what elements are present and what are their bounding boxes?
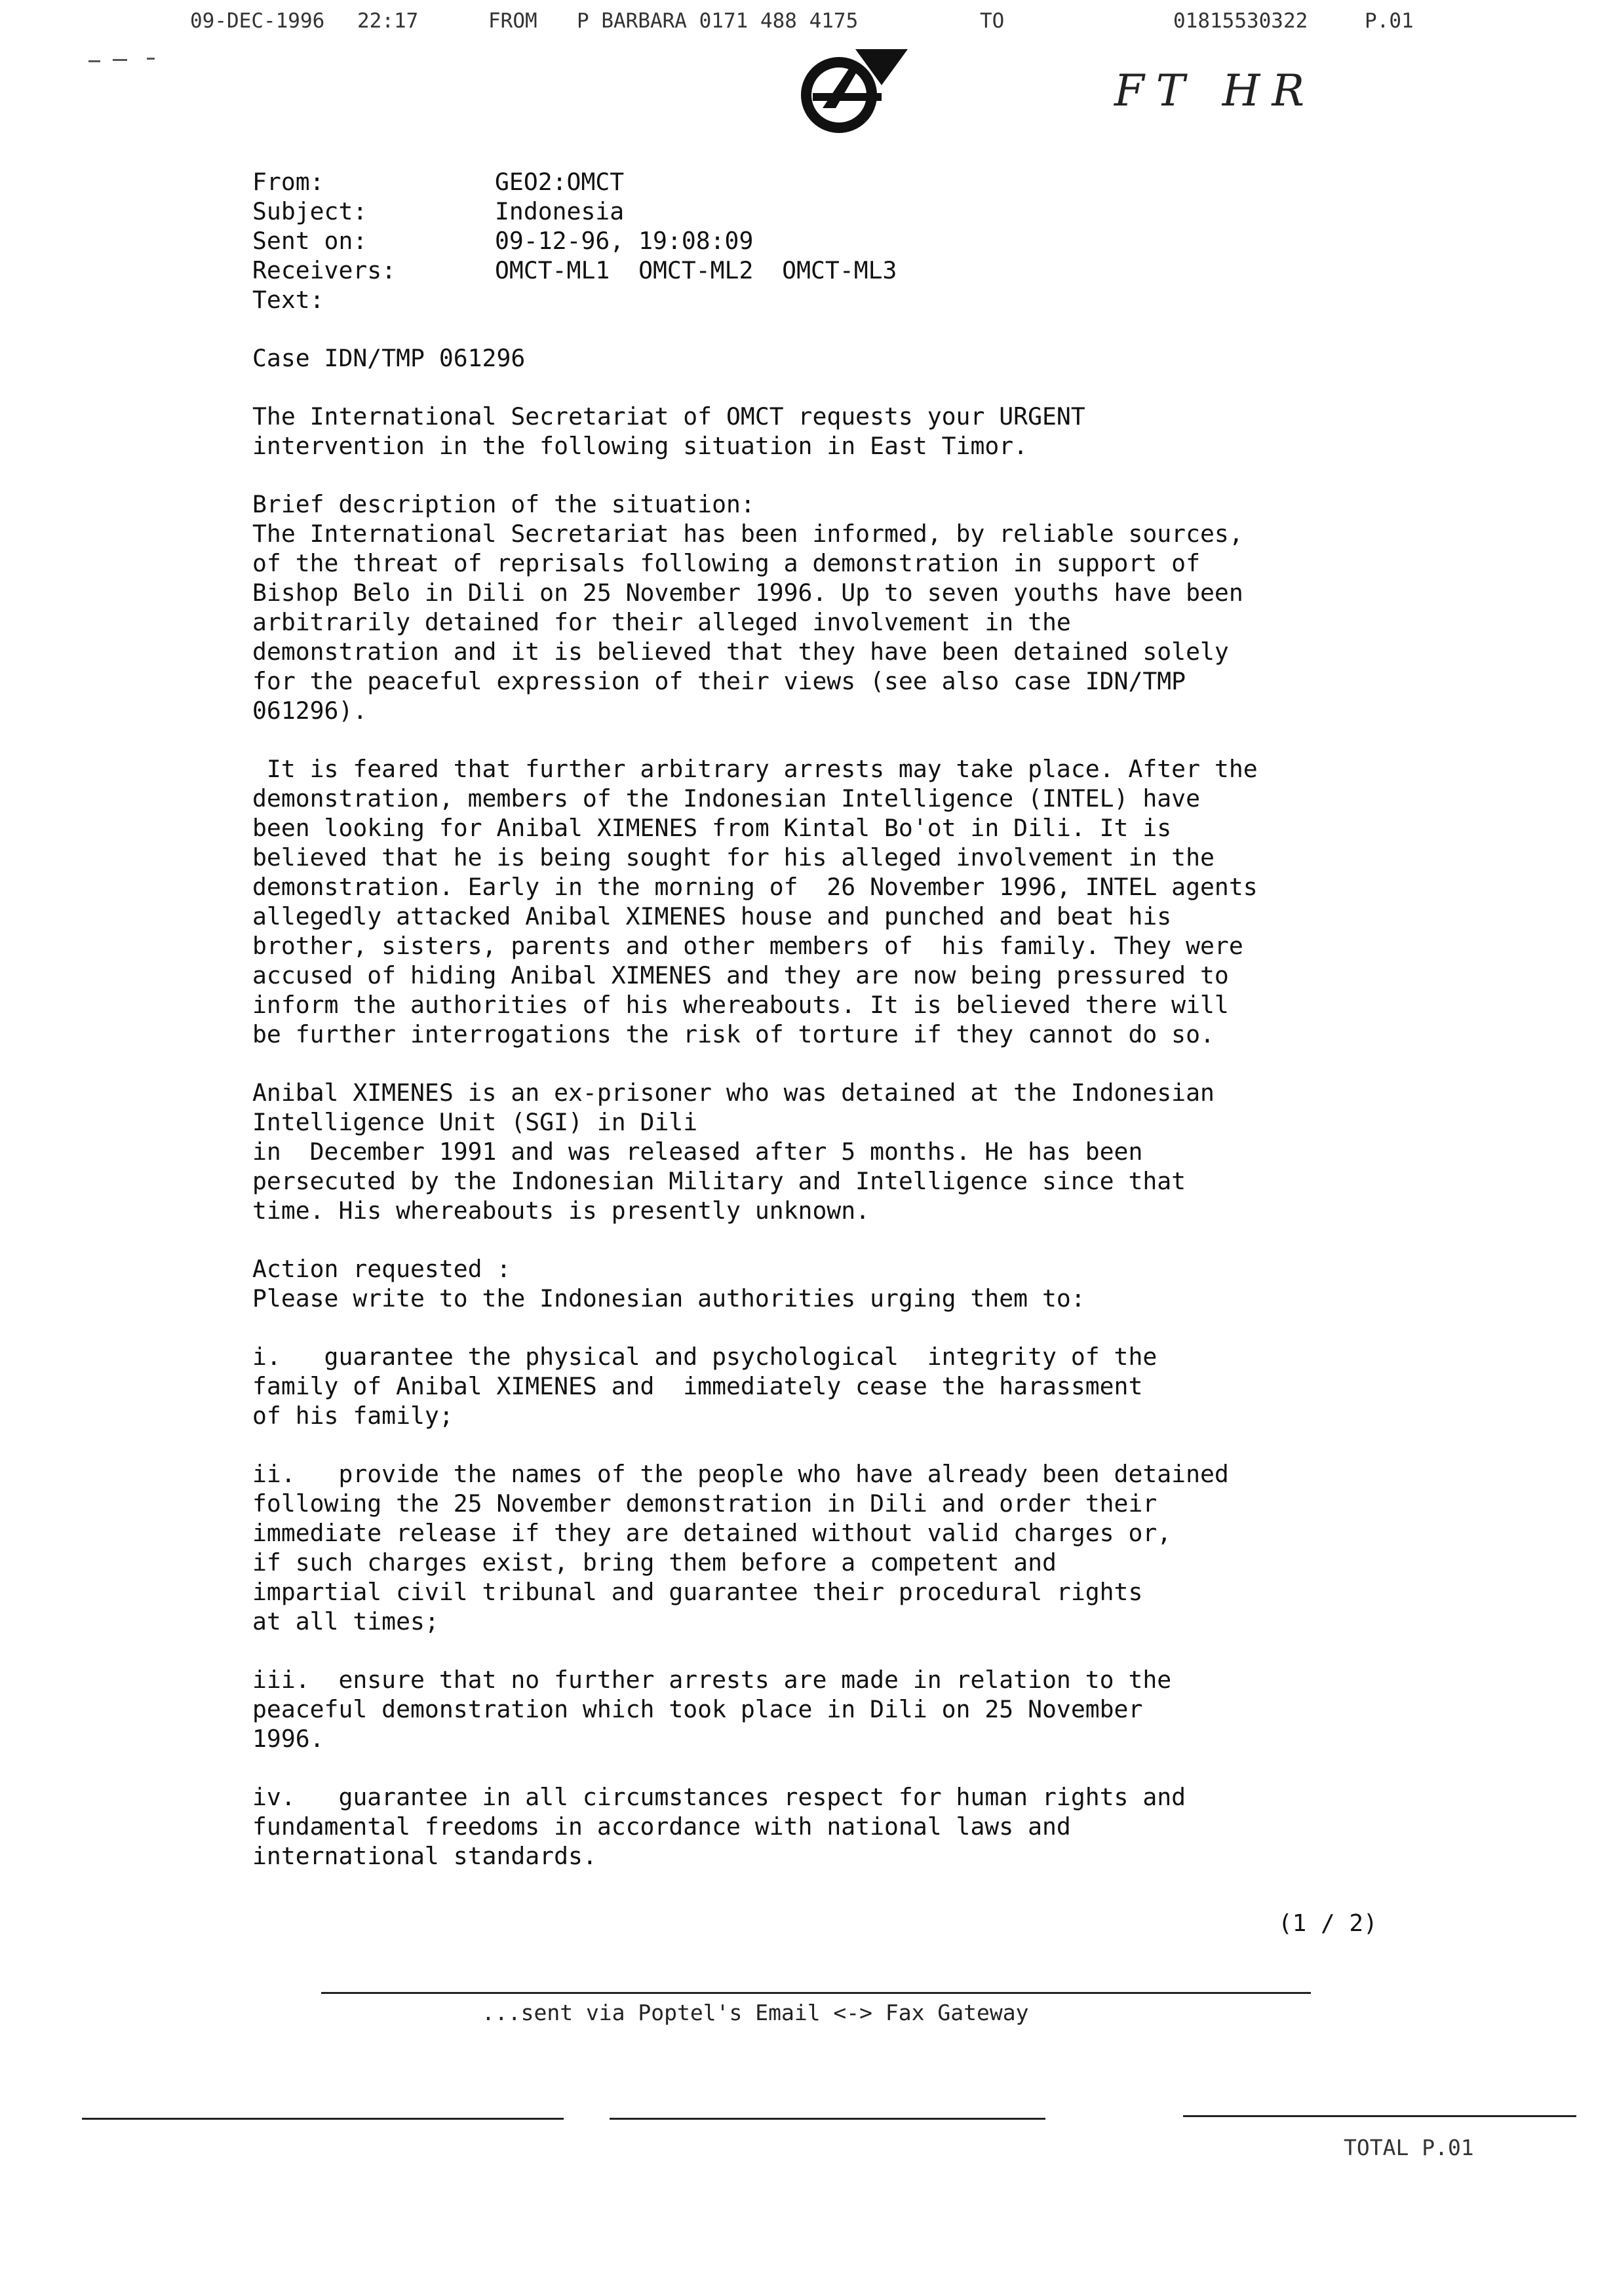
fax-from-label: FROM [488, 9, 537, 33]
total-pages: TOTAL P.01 [1344, 2135, 1474, 2160]
text-row [252, 285, 1367, 315]
gateway-footer: ...sent via Poptel's Email <-> Fax Gateway [482, 2000, 1029, 2025]
scan-speck [113, 59, 127, 61]
brief-line: demonstration and it is believed that they have been detained solely [252, 638, 1229, 666]
fax-page: P.01 [1365, 9, 1414, 33]
action-item-4 [252, 1782, 1367, 1871]
brief-line: of the threat of reprisals following a demonstration in support of [252, 549, 1200, 577]
fax-recipient-number: 01815530322 [1173, 9, 1308, 33]
subject-row [252, 197, 1367, 226]
feared-line: allegedly attacked Anibal XIMENES house and punched and beat his [252, 902, 1172, 930]
fax-to-label: TO [980, 9, 1005, 33]
feared-line: demonstration, members of the Indonesian Intelligence (INTEL) have [252, 784, 1200, 813]
brief-line: Bishop Belo in Dili on 25 November 1996. Up to seven youths have been [252, 579, 1243, 607]
sent-row [252, 226, 1367, 256]
feared-line: It is feared that further arbitrary arrests may take place. After the [252, 755, 1258, 783]
action-item-3 [252, 1665, 1367, 1753]
action-item-line: impartial civil tribunal and guarantee their procedural rights [252, 1578, 1143, 1606]
action-item-2 [252, 1459, 1367, 1636]
action-item-line: at all times; [252, 1607, 439, 1636]
action-item-line: of his family; [252, 1402, 454, 1430]
action-item-line: if such charges exist, bring them before a competent and [252, 1548, 1057, 1577]
brief-line: for the peaceful expression of their views (see also case IDN/TMP [252, 667, 1186, 695]
message-body [252, 167, 1367, 1871]
brief-heading: Brief description of the situation: [252, 490, 755, 518]
subject-label: Subject: [252, 197, 368, 225]
case-reference: Case IDN/TMP 061296 [252, 344, 526, 372]
fax-date: 09-DEC-1996 [190, 9, 325, 33]
action-item-line: ii. provide the names of the people who have already been detained [252, 1460, 1229, 1488]
anibal-line: Anibal XIMENES is an ex-prisoner who was detained at the Indonesian [252, 1079, 1215, 1107]
action-item-line: iii. ensure that no further arrests are made in relation to the [252, 1666, 1172, 1694]
action-item-1 [252, 1342, 1367, 1430]
anibal-line: persecuted by the Indonesian Military and Intelligence since that [252, 1167, 1186, 1195]
feared-line: accused of hiding Anibal XIMENES and they are now being pressured to [252, 961, 1229, 989]
feared-line: be further interrogations the risk of torture if they cannot do so. [252, 1020, 1215, 1048]
sent-label: Sent on: [252, 227, 368, 255]
scan-rule [610, 2118, 1045, 2120]
intro-line: The International Secretariat of OMCT requests your URGENT [252, 402, 1085, 430]
fax-header [0, 9, 1615, 41]
feared-line: brother, sisters, parents and other members of his family. They were [252, 932, 1243, 960]
from-value: GEO2:OMCT [495, 168, 625, 196]
from-row [252, 167, 1367, 197]
feared-line: been looking for Anibal XIMENES from Kintal Bo'ot in Dili. It is [252, 814, 1172, 842]
action-item-line: international standards. [252, 1842, 597, 1870]
fax-sender: P BARBARA 0171 488 4175 [577, 9, 859, 33]
action-item-line: peaceful demonstration which took place in Dili on 25 November [252, 1695, 1143, 1723]
subject-value: Indonesia [495, 197, 625, 225]
action-intro: Please write to the Indonesian authorities urging them to: [252, 1284, 1085, 1312]
handwritten-note: FT HR [1114, 66, 1317, 116]
fax-time: 22:17 [357, 9, 419, 33]
action-item-line: i. guarantee the physical and psychological integrity of the [252, 1343, 1158, 1371]
feared-line: inform the authorities of his whereabouts. It is believed there will [252, 991, 1229, 1019]
anibal-line: Intelligence Unit (SGI) in Dili [252, 1108, 698, 1136]
action-item-line: iv. guarantee in all circumstances respect for human rights and [252, 1783, 1186, 1811]
anibal-line: in December 1991 and was released after 5 months. He has been [252, 1138, 1143, 1166]
action-item-line: following the 25 November demonstration in Dili and order their [252, 1489, 1158, 1518]
action-heading: Action requested : [252, 1255, 511, 1283]
from-label: From: [252, 168, 324, 196]
scan-speck [147, 58, 155, 60]
brief-line: The International Secretariat has been informed, by reliable sources, [252, 520, 1243, 548]
action-item-line: immediate release if they are detained without valid charges or, [252, 1519, 1172, 1547]
page-indicator: (1 / 2) [1278, 1910, 1378, 1937]
intro-line: intervention in the following situation in East Timor. [252, 432, 1028, 460]
omct-logo-icon [783, 46, 914, 134]
receivers-value: OMCT-ML1 OMCT-ML2 OMCT-ML3 [495, 256, 897, 284]
action-item-line: fundamental freedoms in accordance with national laws and [252, 1812, 1071, 1841]
action-item-line: family of Anibal XIMENES and immediately cease the harassment [252, 1372, 1143, 1400]
text-label: Text: [252, 286, 324, 314]
feared-line: demonstration. Early in the morning of 26 November 1996, INTEL agents [252, 873, 1258, 901]
receivers-label: Receivers: [252, 256, 397, 284]
scan-rule [82, 2118, 564, 2120]
scan-speck [88, 60, 100, 62]
anibal-line: time. His whereabouts is presently unknown. [252, 1196, 870, 1225]
scan-rule [1183, 2115, 1576, 2117]
action-item-line: 1996. [252, 1725, 324, 1753]
brief-line: 061296). [252, 697, 368, 725]
footer-divider [321, 1992, 1311, 1994]
sent-value: 09-12-96, 19:08:09 [495, 227, 754, 255]
receivers-row [252, 256, 1367, 285]
feared-line: believed that he is being sought for his alleged involvement in the [252, 843, 1215, 871]
brief-line: arbitrarily detained for their alleged involvement in the [252, 608, 1071, 636]
